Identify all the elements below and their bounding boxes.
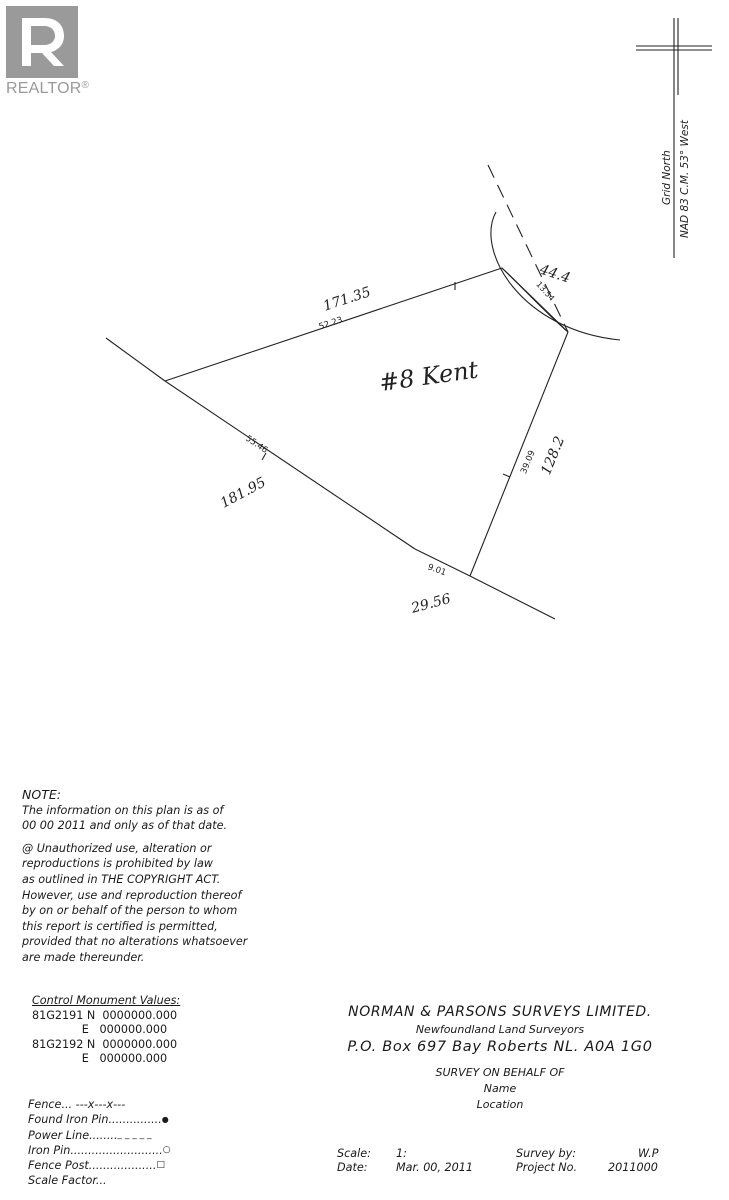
- note-heading: NOTE:: [22, 787, 61, 802]
- parcel-label: #8 Kent: [377, 355, 480, 398]
- edge-east-metric: 39.09: [519, 449, 538, 476]
- note-block: [22, 787, 282, 966]
- scale-value: 1:: [396, 1147, 407, 1160]
- project-label: Project No.: [516, 1161, 578, 1174]
- legend-fence-post: [28, 1158, 228, 1173]
- edge-west-label: 181.95: [217, 474, 269, 512]
- company-address: P.O. Box 697 Bay Roberts NL. A0A 1G0: [347, 1039, 653, 1055]
- legend-label: Fence...: [28, 1098, 73, 1111]
- date-label: Date:: [337, 1161, 368, 1174]
- legend-fence: [28, 1097, 228, 1112]
- legend-iron-pin: [28, 1143, 228, 1158]
- survey-by-value: W.P: [638, 1147, 659, 1160]
- grid-north-label: Grid North: [661, 150, 673, 205]
- legend-scale-factor: [28, 1173, 228, 1188]
- edge-south-label: 29.56: [409, 590, 453, 617]
- legend: [28, 1097, 228, 1189]
- company-subtitle: Newfoundland Land Surveyors: [415, 1023, 585, 1036]
- nad-label: NAD 83 C.M. 53° West: [679, 120, 691, 238]
- copyright-line: reproductions is prohibited by law: [22, 857, 213, 871]
- realtor-brand: REALTOR: [6, 80, 82, 97]
- date-value: Mar. 00, 2011: [396, 1161, 474, 1174]
- copyright-line: provided that no alterations whatsoever: [22, 935, 248, 949]
- location-field: Location: [476, 1098, 524, 1111]
- edge-south-metric: 9.01: [426, 562, 448, 579]
- copyright-line: by on or behalf of the person to whom: [22, 904, 238, 918]
- legend-power-line: [28, 1128, 228, 1143]
- note-line: The information on this plan is as of: [22, 803, 224, 817]
- edge-north-label: 171.35: [321, 284, 373, 315]
- company-name: NORMAN & PARSONS SURVEYS LIMITED.: [348, 1004, 652, 1020]
- cmv-heading: Control Monument Values:: [32, 994, 181, 1007]
- cmv-row: E 000000.000: [32, 1052, 168, 1065]
- survey-by-label: Survey by:: [516, 1147, 576, 1160]
- iron-pin-icon: ○: [162, 1144, 171, 1155]
- cmv-row: 81G2191 N 0000000.000: [32, 1008, 178, 1022]
- legend-label: Found Iron Pin...............: [28, 1113, 162, 1127]
- survey-title: SURVEY ON BEHALF OF: [435, 1066, 565, 1079]
- fence-symbol: ---x---x---: [72, 1098, 126, 1111]
- edge-east-label: 128.2: [538, 434, 569, 478]
- registered-mark: ®: [81, 80, 90, 91]
- cmv-row: 81G2192 N 0000000.000: [32, 1037, 178, 1051]
- legend-label: Scale Factor...: [28, 1174, 107, 1188]
- copyright-line: However, use and reproduction thereof: [22, 888, 242, 902]
- control-monument-values: [32, 994, 232, 1067]
- fence-post-icon: □: [156, 1160, 165, 1171]
- copyright-line: this report is certified is permitted,: [22, 919, 218, 933]
- edge-west-metric: 55.46: [243, 433, 270, 456]
- found-iron-pin-icon: ●: [161, 1115, 169, 1125]
- scale-label: Scale:: [337, 1147, 371, 1160]
- edge-north-metric: 52.23: [317, 315, 344, 333]
- legend-label: Power Line........: [28, 1128, 118, 1142]
- copyright-line: as outlined in THE COPYRIGHT ACT.: [22, 872, 221, 886]
- legend-label: Iron Pin..........................: [28, 1143, 163, 1157]
- project-value: 2011000: [608, 1161, 658, 1174]
- name-field: Name: [483, 1082, 517, 1095]
- copyright-line: @ Unauthorized use, alteration or: [22, 841, 212, 855]
- legend-label: Fence Post...................: [28, 1159, 157, 1173]
- copyright-line: are made thereunder.: [22, 950, 145, 964]
- power-line-symbol: _ _ _ _ _: [117, 1129, 152, 1140]
- legend-found-iron-pin: [28, 1112, 228, 1127]
- edge-arc-label: 44.4: [537, 261, 573, 287]
- note-line: 00 00 2011 and only as of that date.: [22, 819, 228, 833]
- cmv-row: E 000000.000: [32, 1023, 168, 1036]
- edge-arc-metric: 13.54: [534, 279, 557, 303]
- company-block: [300, 1004, 700, 1111]
